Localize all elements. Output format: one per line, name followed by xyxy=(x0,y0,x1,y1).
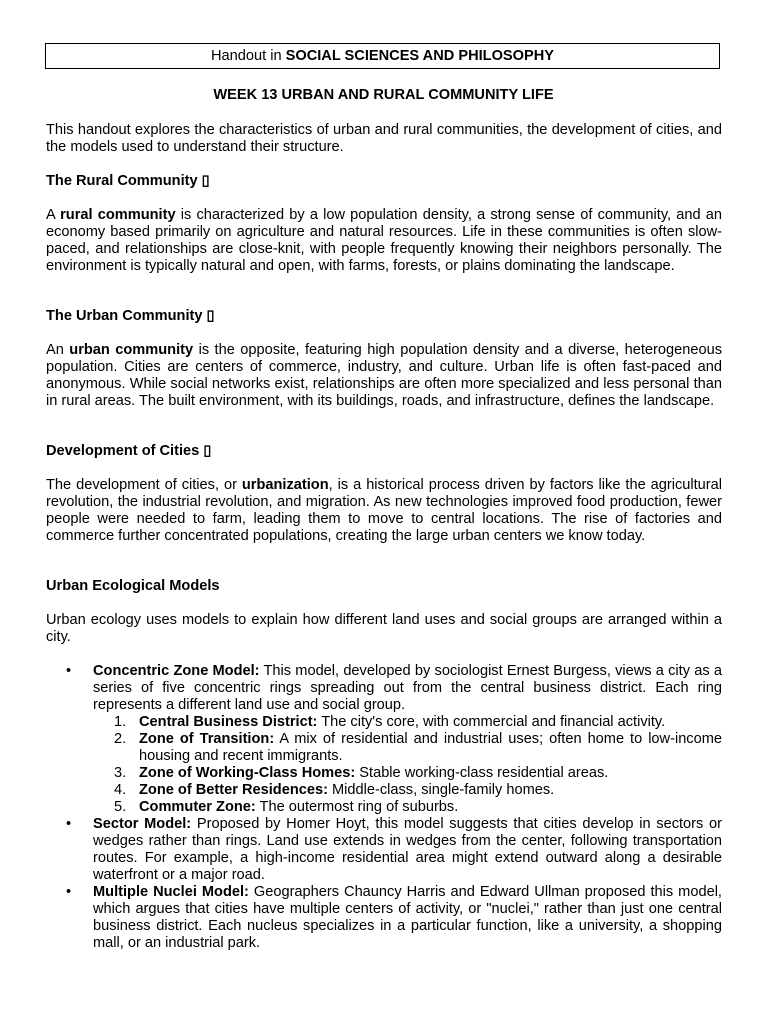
nuclei-text: Geographers Chauncy Harris and Edward Ullman proposed this model, which argues that cities have multiple centers of activity, or "nuclei," rather than just one central business district. Each nucleus specializes in a particular function, like a university, a shopping mall, or an industrial park. xyxy=(93,884,722,951)
bullet-icon: • xyxy=(66,663,72,679)
zone-number: 3. xyxy=(114,765,127,781)
urban-text-b: is the opposite, featuring high population density and a diverse, heterogeneous population. Cities are centers of commerce, industry, and culture. Urban life is often fast-paced and anonymous. While social networks exist, relationships are often more specialized and less personal than in rural areas. The built environment, with its buildings, roads, and infrastructure, defines the landscape. xyxy=(46,342,722,409)
zone-number: 4. xyxy=(114,782,127,798)
zone-text: The outermost ring of suburbs. xyxy=(255,799,459,815)
rural-term: rural community xyxy=(60,207,176,223)
zone-item-3 xyxy=(93,765,722,782)
intro-paragraph: This handout explores the characteristics of urban and rural communities, the development of cities, and the models used to understand their structure. xyxy=(46,122,722,155)
zone-item-5 xyxy=(93,799,722,816)
models-list xyxy=(46,663,722,952)
zone-label: Zone of Working-Class Homes: xyxy=(139,765,356,781)
rural-paragraph xyxy=(46,207,722,275)
zone-text: A mix of residential and industrial uses; often home to low-income housing and recent immigrants. xyxy=(139,731,722,764)
zone-text: Middle-class, single-family homes. xyxy=(327,782,555,798)
zone-text: The city's core, with commercial and financial activity. xyxy=(317,714,666,730)
models-heading: Urban Ecological Models xyxy=(46,578,220,594)
header-prefix: Handout in xyxy=(210,48,286,64)
zone-number: 5. xyxy=(114,799,127,815)
models-intro: Urban ecology uses models to explain how different land uses and social groups are arranged within a city. xyxy=(46,612,722,645)
concentric-text: This model, developed by sociologist Ernest Burgess, views a city as a series of five concentric rings spreading out from the central business district. Each ring represents a different land use and social group. xyxy=(93,663,722,713)
urban-heading: The Urban Community ▯ xyxy=(46,308,215,324)
urban-paragraph xyxy=(46,342,722,410)
list-item-concentric xyxy=(46,663,722,816)
zone-list xyxy=(93,714,722,816)
page-title: WEEK 13 URBAN AND RURAL COMMUNITY LIFE xyxy=(213,87,554,103)
development-text-b: , is a historical process driven by factors like the agricultural revolution, the industrial revolution, and migration. As new technologies improved food production, fewer people were needed to farm, leading them to move to central locations. The rise of factories and commerce further concentrated populations, creating the large urban centers we know today. xyxy=(46,477,723,544)
list-item-sector xyxy=(46,816,722,884)
development-term: urbanization xyxy=(241,477,329,493)
zone-text: Stable working-class residential areas. xyxy=(355,765,609,781)
development-heading: Development of Cities ▯ xyxy=(46,443,212,459)
urban-term: urban community xyxy=(69,342,194,358)
zone-number: 2. xyxy=(114,731,127,747)
bullet-icon: • xyxy=(66,816,72,832)
sector-text: Proposed by Homer Hoyt, this model suggests that cities develop in sectors or wedges rather than rings. Land use extends in wedges from the center, following transportation routes. For example, a high-income residential area might extend outward along a desirable waterfront or a major road. xyxy=(93,816,722,883)
header-subject: SOCIAL SCIENCES AND PHILOSOPHY xyxy=(285,48,555,64)
zone-item-2 xyxy=(93,731,722,765)
development-text-a: The development of cities, or xyxy=(46,477,242,493)
concentric-label: Concentric Zone Model: xyxy=(93,663,260,679)
rural-heading: The Rural Community ▯ xyxy=(46,173,210,189)
zone-label: Zone of Transition: xyxy=(139,731,275,747)
rural-text-a: A xyxy=(46,207,61,223)
zone-label: Zone of Better Residences: xyxy=(139,782,328,798)
zone-item-4 xyxy=(93,782,722,799)
nuclei-label: Multiple Nuclei Model: xyxy=(93,884,249,900)
zone-label: Central Business District: xyxy=(139,714,318,730)
rural-text-b: is characterized by a low population density, a strong sense of community, and an economy based primarily on agriculture and natural resources. Life in these communities is often slow-paced, and relationships are close-knit, with people frequently knowing their neighbors personally. The environment is typically natural and open, with farms, forests, or plains dominating the landscape. xyxy=(46,207,723,274)
bullet-icon: • xyxy=(66,884,72,900)
zone-label: Commuter Zone: xyxy=(139,799,256,815)
list-item-nuclei xyxy=(46,884,722,952)
development-paragraph xyxy=(46,477,722,545)
sector-label: Sector Model: xyxy=(93,816,192,832)
zone-item-1 xyxy=(93,714,722,731)
zone-number: 1. xyxy=(114,714,127,730)
urban-text-a: An xyxy=(46,342,70,358)
handout-header xyxy=(45,43,720,69)
